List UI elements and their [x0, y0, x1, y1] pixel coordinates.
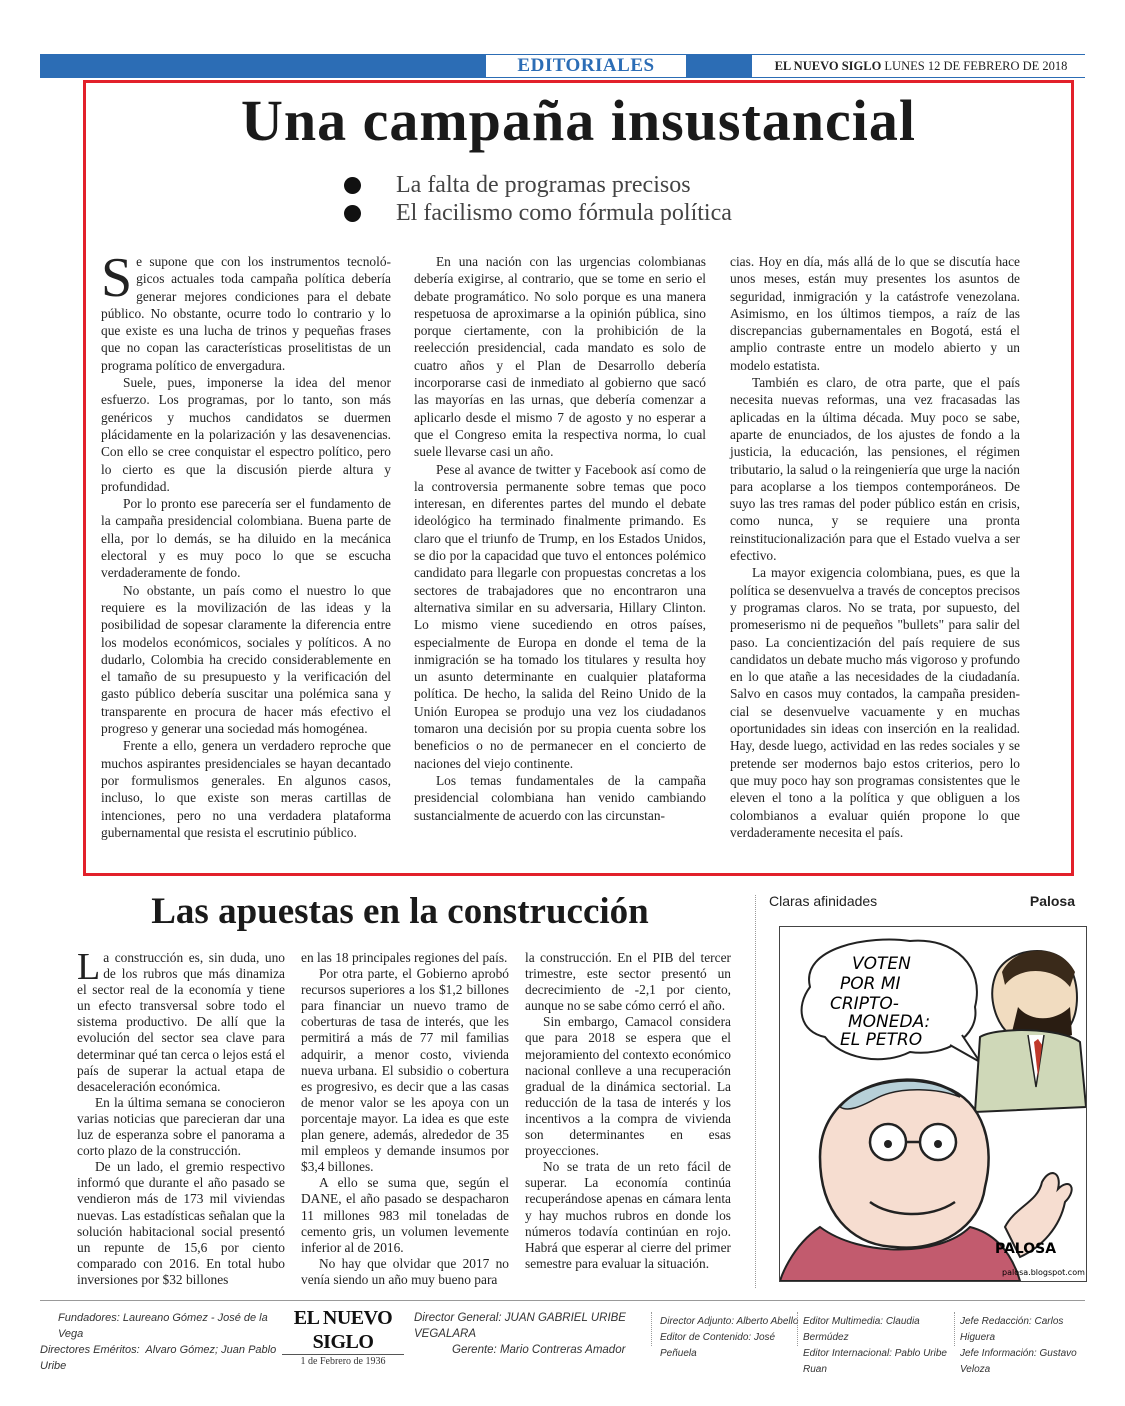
paragraph: A ello se suma que, según el DANE, el año pasado se despacharon 11 millones 983 mil toneladas de cemento gris, un volumen levemente inferior al de 2016.	[301, 1175, 509, 1255]
speech-line: POR MI	[840, 974, 901, 994]
information-chief-label: Jefe Información:	[960, 1348, 1037, 1359]
paragraph: Sin embargo, Camacol considera que para 2018 se espera que el mejoramiento del contexto económico nacional conlleve a una recuperación gradual de la dinámica sectorial. La reducción de la tasa de interés y los incentivos a la compra de vivienda son determinantes en esas proyecciones.	[525, 1014, 731, 1159]
directors-block	[414, 1310, 650, 1358]
paragraph-text: a construcción es, sin duda, uno de los rubros que más dinamiza el sector real de la economía y tiene un efecto transversal sobre todo el sistema productivo. De allí que la evolución del sector sea clave para determinar qué tan cerca o lejos está el país de superar la actual etapa de desaceleración económica.	[77, 950, 285, 1094]
paragraph: No hay que olvidar que 2017 no venía siendo un año muy bueno para	[301, 1255, 509, 1287]
paragraph: Por otra parte, el Gobierno aprobó recursos superiores a los $1,2 billones para financiar un nuevo tramo de coberturas de tasa de interés, que les permitirá a más de 77 mil familias adquirir, a menor costo, vivienda nueva urbana. El subsidio o cobertura es progresivo, es decir que a las casas de menor valor se les apoya con un porcentaje mayor. La idea es que este plan genere, además, alrededor de 35 mil empleos y demande insumos por $3,4 billones.	[301, 966, 509, 1175]
speech-line: CRIPTO-	[830, 994, 899, 1014]
footer-separator	[797, 1312, 798, 1346]
editorial-column-2	[414, 253, 706, 824]
editors-block-1	[660, 1314, 800, 1362]
editors-block-2	[803, 1314, 953, 1378]
deputy-director: Alberto Abello	[736, 1316, 799, 1327]
founders-label: Fundadores:	[58, 1312, 120, 1324]
paragraph	[101, 247, 391, 374]
cartoon-author: Palosa	[1029, 893, 1075, 909]
paragraph: La mayor exigencia colombiana, pues, es que la política se desenvuelva a través de conceptos precisos y programas claros. No se trata, por supuesto, del promeserismo ni de pequeños "bullets" para salir del paso. La concientización del país requiere de sus candidatos un debate mucho más vigoroso y profundo en lo que atañe a las necesidades de la ciudadanía. Salvo en casos muy contados, la campaña presidencial se desenvuelve vacuamente y en muchas oportunidades sin ideas con inserción en la realidad. Hay, desde luego, actividad en las redes sociales y se pretende ser modernos bajo estos criterios, pero lo que muy poco hay son programas consistentes que le eleven el tono a la política y que obliguen a los colombianos a evaluar quién propone lo que verdaderamente necesita el país.	[730, 565, 1020, 840]
upper-figure	[975, 951, 1086, 1112]
content-editor: José Peñuela	[660, 1332, 776, 1359]
paragraph: la construcción. En el PIB del tercer trimestre, este sector presentó un decrecimiento de -2,1 por ciento, aunque no se sabe cómo cerró el año.	[525, 950, 731, 1014]
footer-divider	[40, 1300, 1085, 1301]
masthead-logo: EL NUEVO SIGLO	[282, 1306, 404, 1355]
manager: Mario Contreras Amador	[499, 1344, 626, 1356]
multimedia-editor-label: Editor Multimedia:	[803, 1316, 884, 1327]
director: JUAN GABRIEL URIBE VEGALARA	[414, 1312, 626, 1340]
cartoon-header	[769, 893, 1077, 913]
emeritus-label: Directores Eméritos:	[40, 1344, 140, 1356]
section-name: EDITORIALES	[486, 55, 686, 77]
drop-cap: S	[101, 247, 133, 309]
cartoon-url: palosa.blogspot.com	[1002, 1268, 1085, 1277]
international-editor: Pablo Uribe Ruan	[803, 1348, 947, 1375]
paragraph: Los temas fundamentales de la campaña presidencial colombiana han venido cambiando sustancialmente de acuerdo con las circunstan-	[414, 772, 706, 823]
editorial-subheads	[344, 171, 944, 227]
editorial-column-1	[101, 247, 391, 841]
column-divider	[755, 895, 756, 1288]
speech-line: EL PETRO	[840, 1030, 923, 1050]
cartoon-signature: PALOSA	[995, 1241, 1057, 1257]
second-column-3	[525, 950, 731, 1272]
paragraph: en las 18 principales regiones del país.	[301, 950, 508, 965]
international-editor-label: Editor Internacional:	[803, 1348, 892, 1359]
manager-label: Gerente:	[452, 1344, 497, 1356]
issue-date: LUNES 12 DE FEBRERO DE 2018	[884, 59, 1068, 73]
paragraph: De un lado, el gremio respectivo informó que durante el año pasado se vendieron más de 173 mil viviendas nuevas. Las estadísticas señalan que la solución habitacional social presentó un repunte de 15,6 por ciento comparado con 2016. En total hubo inversiones por $32 billones	[77, 1159, 285, 1287]
editorial-subhead: El facilismo como fórmula política	[344, 199, 944, 227]
second-column-2	[301, 950, 509, 1288]
newsroom-chief: Carlos Higuera	[960, 1316, 1064, 1343]
paragraph	[77, 946, 285, 1095]
paragraph: En una nación con las urgencias colombianas debería exigirse, al contrario, que se tome en serio el debate programático. No solo porque es una manera respetuosa de aproximarse a la opinión pública, sino porque ciertamente, con la prohibición de la reelección presidencial, cada mandato es solo de cuatro años y el Plan de Desarrollo debería incorporarse casi de inmediato al gobierno que sacó las mayorías en las urnas, que debería comenzar a aplicarlo desde el mismo 7 de agosto y no esperar a que el Congreso emita la respectiva norma, lo cual suele llevarse casi un año.	[414, 254, 706, 460]
speech-line: MONEDA:	[848, 1012, 931, 1032]
paragraph: También es claro, de otra parte, que el país necesita nuevas reformas, una vez fracasadas las aplicadas en la última década. Muy poco se sabe, aparte de enunciados, de los ajustes de fondo a la justicia, la educación, las pensiones, el régimen tributario, la salud o la reingeniería que urge la nación para acoplarse a los tiempos contemporáneos. De suyo las tres ramas del poder público están en crisis, como nunca, y se requiere una pronta reinstitucionalización para que el Estado vuelva a ser efectivo.	[730, 375, 1020, 564]
second-column-1	[77, 946, 285, 1288]
editorial-title: Una campaña insustancial	[240, 88, 917, 153]
masthead	[282, 1306, 404, 1369]
editorial-subhead: La falta de programas precisos	[344, 171, 944, 199]
paragraph: No se trata de un reto fácil de superar. La economía continúa recuperándose apenas en cámara lenta y hay muchos rubros en donde los números todavía continúan en rojo. Habrá que esperar al cierre del primer semestre para evaluar la situación.	[525, 1159, 731, 1271]
paper-name: EL NUEVO SIGLO	[774, 59, 882, 73]
section-header-bar	[40, 54, 1121, 78]
deputy-director-label: Director Adjunto:	[660, 1316, 735, 1327]
founders: Laureano Gómez - José de la Vega	[58, 1312, 268, 1340]
editors-block-3	[960, 1314, 1085, 1378]
paragraph: Suele, pues, imponerse la idea del menor esfuerzo. Los programas, por lo tanto, son más genéricos y muchos candidatos se duermen plácidamente en la polarización y las desavenencias. Con ello se cree conquistar el espectro político, pero lo cierto es que la discusión pierde altura y profundidad.	[101, 375, 391, 494]
paragraph: No obstante, un país como el nuestro lo que requiere es la movilización de las ideas y la posibilidad de sopesar claramente la diferencia entre los modelos económicos, sociales y políticos. A no dudarlo, Colombia ha crecido considerablemente en el tamaño de su presupuesto y la verificación del gasto público debería suscitar una polémica sana y transparente en procura de hacer más efectivo el progreso y generar una sociedad más homogénea.	[101, 582, 391, 737]
information-chief: Gustavo Veloza	[960, 1348, 1077, 1375]
speech-line: VOTEN	[852, 954, 911, 974]
footer-separator	[954, 1312, 955, 1346]
content-editor-label: Editor de Contenido:	[660, 1332, 752, 1343]
paragraph: En la última semana se conocieron varias noticias que parecieran dar una luz de esperanza sobre el panorama a corto plazo de la construcción.	[77, 1094, 285, 1159]
page-number: 3A	[1096, 55, 1121, 76]
drop-cap: L	[77, 946, 101, 988]
director-label: Director General:	[414, 1312, 502, 1324]
paragraph-text: e supone que con los instrumentos tecnológicos actuales toda campaña política debería generar mejores condiciones para el debate público. No obstante, ocurre todo lo contrario y lo que existe es una lucha de trinos y pequeñas frases que no copan las características proselitistas de un programa político de envergadura.	[101, 254, 391, 373]
newsroom-chief-label: Jefe Redacción:	[960, 1316, 1032, 1327]
second-editorial-title: Las apuestas en la construcción	[151, 891, 649, 932]
editorial-column-3	[730, 253, 1020, 841]
footer-separator	[651, 1312, 652, 1346]
cartoon-title: Claras afinidades	[769, 893, 878, 909]
founders-block	[40, 1310, 280, 1374]
editorial-cartoon	[779, 926, 1087, 1282]
paragraph: cias. Hoy en día, más allá de lo que se discutía hace unos meses, están muy presentes los asuntos de seguridad, inmigración y la catástrofe venezolana. Asimismo, en los últimos tiempos, a raíz de las discrepancias gubernamentales en Bogotá, está el amplio contraste entre un modelo abierto y un modelo estatista.	[730, 254, 1020, 373]
cartoon-drawing	[780, 927, 1086, 1281]
multimedia-editor: Claudia Bermúdez	[803, 1316, 920, 1343]
paragraph: Pese al avance de twitter y Facebook así como de la controversia permanente sobre temas que poco interesan, en diferentes partes del mundo el debate ideológico ha terminado finalmente primando. Es claro que el triunfo de Trump, en los Estados Unidos, se dio por la capacidad que tuvo el entonces polémico candidato para llegarle con propuestas concretas a los sectores de trabajadores que no encontraron una alternativa similar en su adversaria, Hillary Clinton. Lo mismo viene sucediendo en otros países, especialmente de Europa en donde el tema de la inmigración se ha tomado los titulares y resulta hoy un asunto determinante en cualquier plataforma política. De hecho, la salida del Reino Unido de la Unión Europea se produjo una vez los ciudadanos tomaron una decisión por su propia cuenta sobre los beneficios o no de permanecer en el concierto de naciones del viejo continente.	[414, 461, 706, 771]
paragraph: Frente a ello, genera un verdadero reproche que muchos aspirantes presidenciales se hayan decantado por formulismos generales. En algunos casos, incluso, lo que existe son meras cartillas de intenciones, pero no una verdadera plataforma gubernamental que resista el escrutinio público.	[101, 738, 391, 840]
founding-date: 1 de Febrero de 1936	[300, 1356, 386, 1367]
paragraph: Por lo pronto ese parecería ser el fundamento de la campaña presidencial colombiana. Buena parte de ella, por lo demás, se ha diluido en la mecánica electoral y es muy poco lo que se escucha verdaderamente de fondo.	[101, 496, 391, 581]
emeritus: Alvaro Gómez; Juan Pablo Uribe	[40, 1344, 277, 1372]
dateline	[752, 55, 1090, 77]
